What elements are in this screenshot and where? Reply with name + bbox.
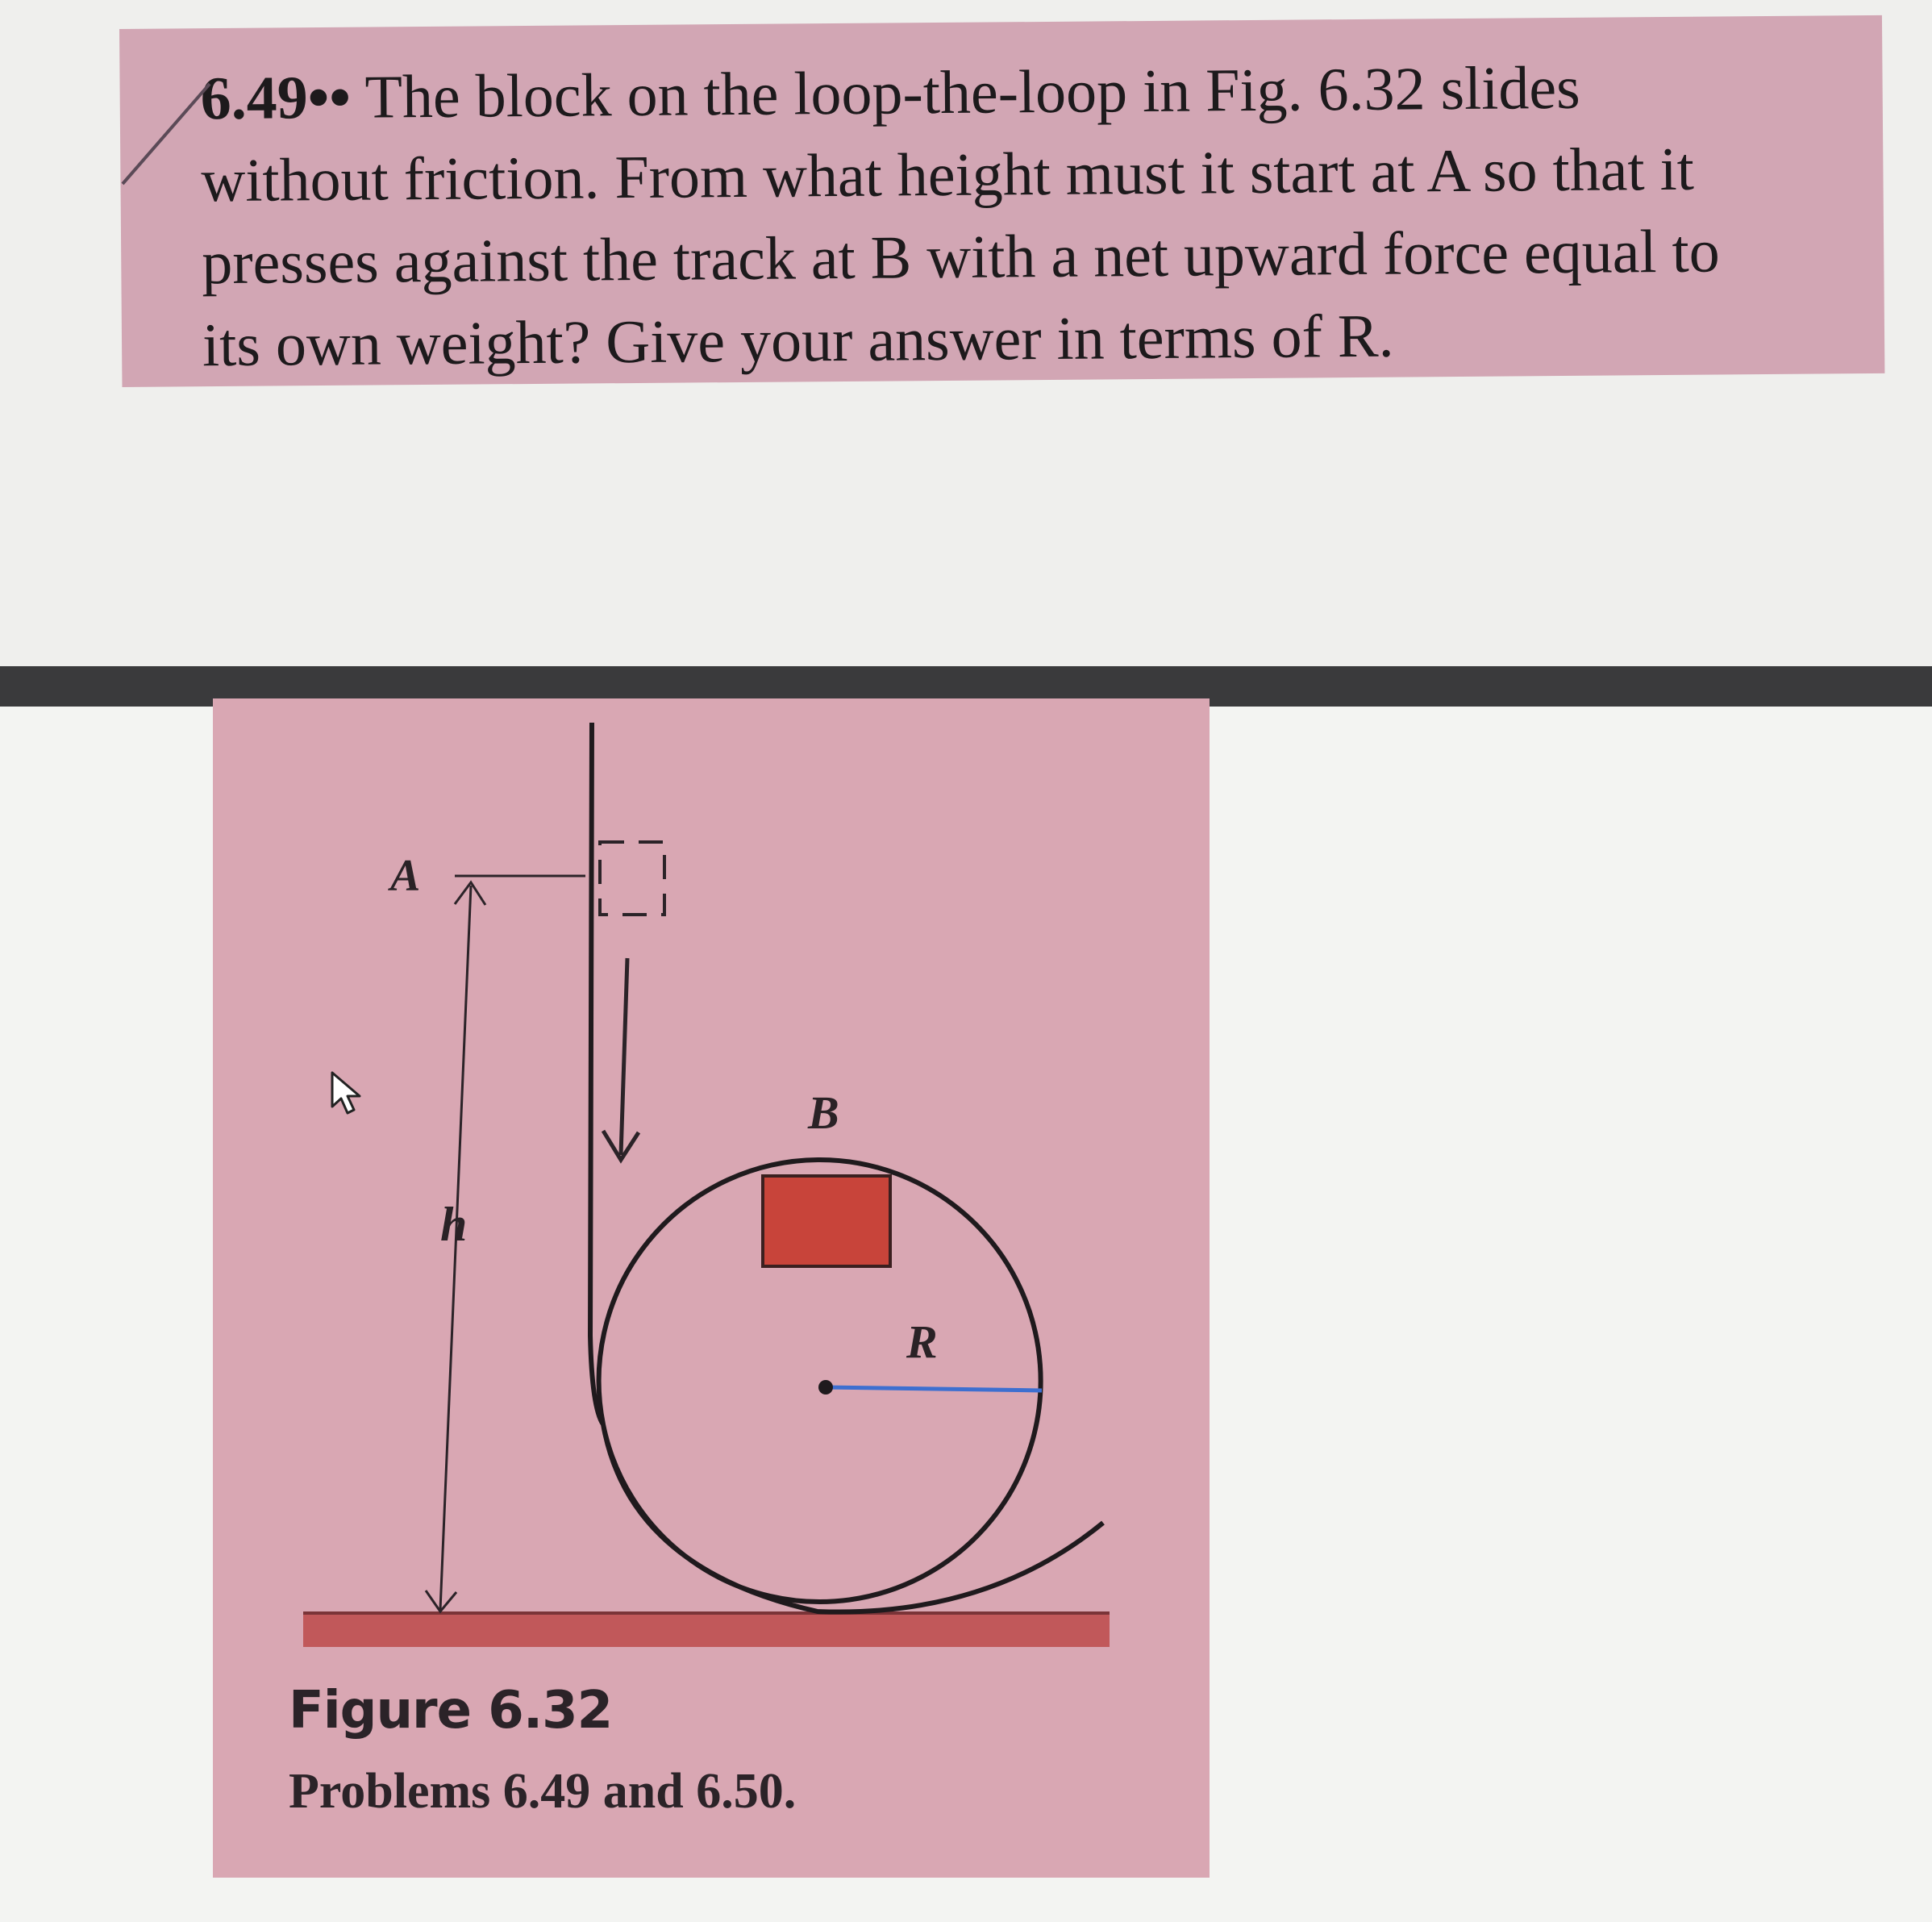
- problem-number: 6.49: [200, 64, 309, 133]
- figure-title: Figure 6.32: [289, 1681, 613, 1741]
- label-h: h: [440, 1198, 468, 1251]
- problem-statement: [200, 44, 1872, 386]
- top-area: [0, 0, 1932, 666]
- problem-line-2: without friction. From what height must it start at A so that it: [201, 135, 1695, 215]
- label-r: R: [906, 1315, 938, 1368]
- problem-line-4: its own weight? Give your answer in terms of R.: [202, 302, 1394, 380]
- problem-line-3: presses against the track at B with a net upward force equal to: [201, 217, 1721, 298]
- difficulty-dots: ••: [307, 63, 352, 132]
- figure-panel: [213, 698, 1210, 1878]
- loop-track: [590, 723, 1103, 1612]
- figure-caption: Problems 6.49 and 6.50.: [289, 1764, 797, 1819]
- problem-text-box: [119, 15, 1884, 387]
- label-a: A: [390, 851, 421, 901]
- mouse-cursor-icon: [329, 1069, 364, 1116]
- motion-arrow: [621, 958, 627, 1155]
- start-block-outline: [600, 842, 664, 915]
- checkmark-icon: [121, 81, 218, 194]
- block-at-b: [763, 1176, 890, 1266]
- problem-line-1: [200, 44, 1870, 140]
- label-b: B: [808, 1086, 839, 1139]
- radius-line: [826, 1387, 1042, 1390]
- ground: [303, 1611, 1110, 1647]
- problem-line-1-text: The block on the loop-the-loop in Fig. 6.32 slides: [364, 53, 1580, 131]
- center-dot: [818, 1380, 833, 1395]
